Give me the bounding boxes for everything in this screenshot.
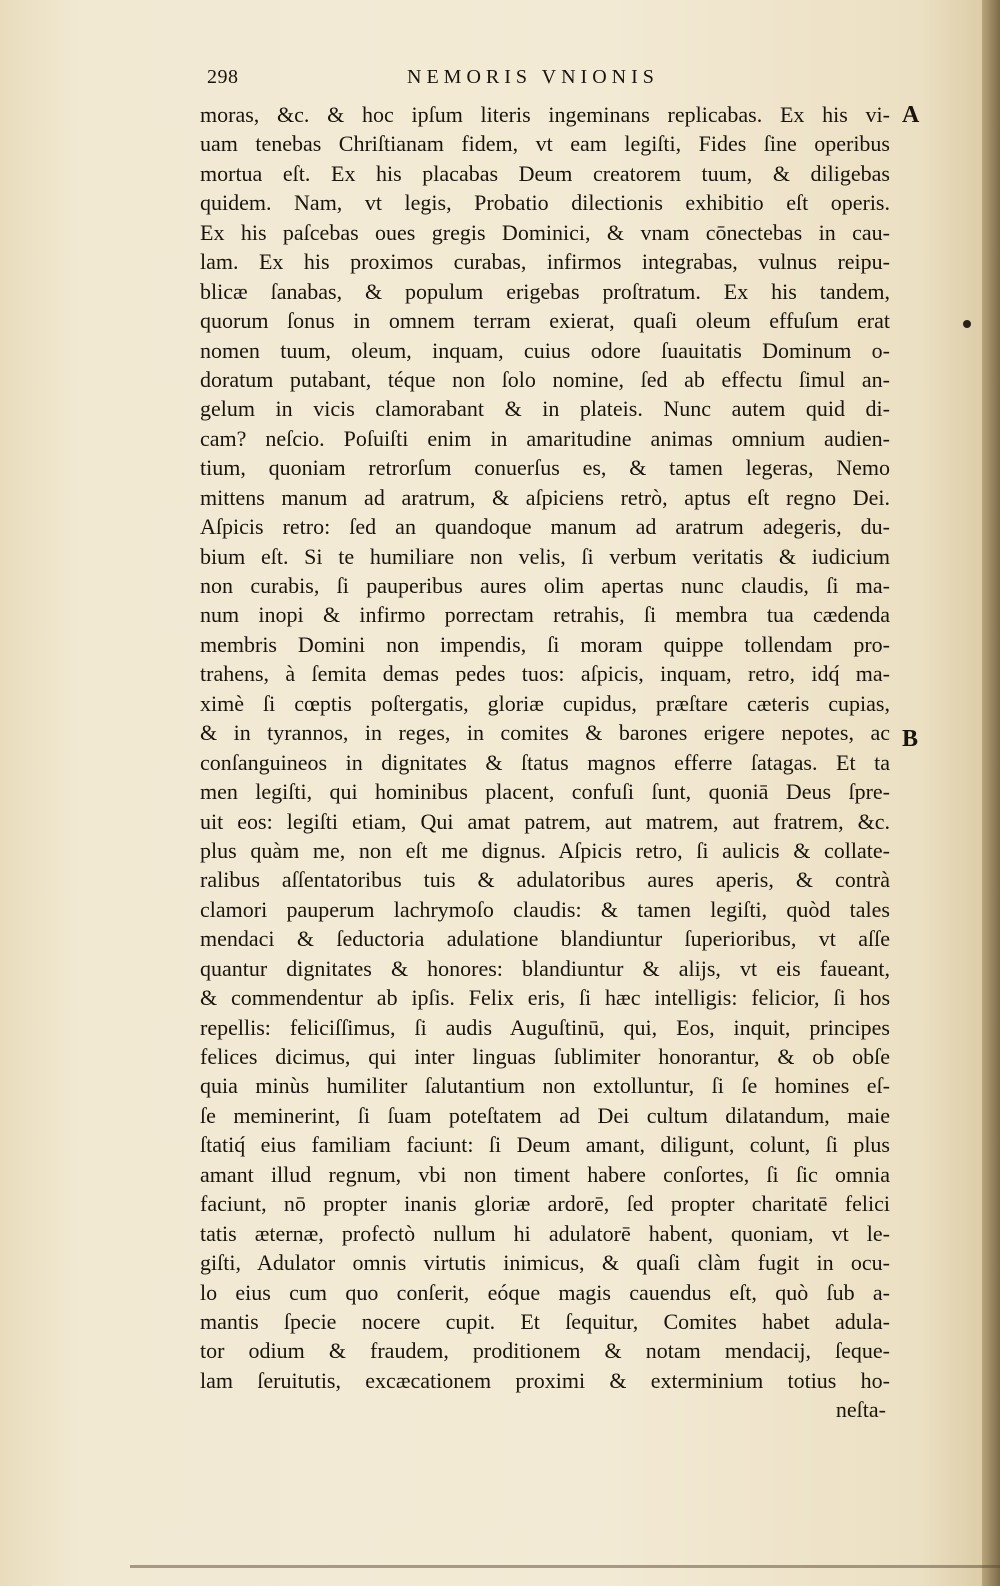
margin-letter-b: B [902, 726, 919, 752]
text-line: clamori pauperum lachrymoſo claudis: & tamen legiſti, quòd tales [200, 896, 890, 922]
text-line: gelum in vicis clamorabant & in plateis. Nunc autem quid di- [200, 396, 890, 422]
text-line: membris Domini non impendis, ſi moram quippe tollendam pro- [200, 631, 890, 657]
text-line: cam? neſcio. Poſuiſti enim in amaritudine animas omnium audien- [200, 425, 890, 451]
text-line: lam. Ex his proximos curabas, infirmos integrabas, vulnus reipu- [200, 249, 890, 275]
text-line: mantis ſpecie nocere cupit. Et ſequitur, Comites habet adula- [200, 1308, 890, 1334]
text-line: plus quàm me, non eſt me dignus. Aſpicis retro, ſi aulicis & collate- [200, 837, 890, 863]
text-line: trahens, à ſemita demas pedes tuos: aſpicis, inquam, retro, idq́ ma- [200, 661, 890, 687]
text-line: giſti, Adulator omnis virtutis inimicus, & quaſi clàm fugit in ocu- [200, 1250, 890, 1276]
text-line: ſe meminerint, ſi ſuam poteſtatem ad Dei cultum dilatandum, maie [200, 1102, 890, 1128]
text-line: tor odium & fraudem, proditionem & notam mendacij, ſeque- [200, 1338, 890, 1364]
text-line: uit eos: legiſti etiam, Qui amat patrem, aut matrem, aut fratrem, &c. [200, 808, 890, 834]
text-line: ſtatiq́ eius familiam faciunt: ſi Deum amant, diligunt, colunt, ſi plus [200, 1132, 890, 1158]
text-line: mittens manum ad aratrum, & aſpiciens retrò, aptus eſt regno Dei. [200, 484, 890, 510]
page-header [207, 66, 887, 90]
ink-dot-mark [963, 320, 971, 328]
text-line: non curabis, ſi pauperibus aures olim apertas nunc claudis, ſi ma- [200, 573, 890, 598]
text-line: mortua eſt. Ex his placabas Deum creatorem tuum, & diligebas [200, 160, 890, 186]
text-line: lam ſeruitutis, excæcationem proximi & exterminium totius ho- [200, 1367, 890, 1393]
text-line: lo eius cum quo conſerit, eóque magis cauendus eſt, quò ſub a- [200, 1279, 890, 1305]
text-line: doratum putabant, téque non ſolo nomine, ſed ab effectu ſimul an- [200, 366, 890, 392]
text-line: repellis: feliciſſimus, ſi audis Auguſtinū, qui, Eos, inquit, principes [200, 1014, 890, 1040]
text-line: uam tenebas Chriſtianam fidem, vt eam legiſti, Fides ſine operibus [200, 131, 890, 157]
text-line: nomen tuum, oleum, inquam, cuius odore ſuauitatis Dominum o- [200, 337, 890, 363]
text-line: & commendentur ab ipſis. Felix eris, ſi hæc intelligis: felicior, ſi hos [200, 985, 890, 1011]
text-line: conſanguineos in dignitates & ſtatus magnos efferre ſatagas. Et ta [200, 749, 890, 775]
text-line: mendaci & ſeductoria adulatione blandiuntur ſuperioribus, vt aſſe [200, 926, 890, 952]
margin-letter-a: A [902, 102, 920, 128]
page-gutter-shadow [982, 0, 1000, 1586]
catchword: neſta- [835, 1397, 886, 1423]
page-number: 298 [207, 66, 239, 88]
text-line: quorum ſonus in omnem terram exierat, quaſi oleum effuſum erat [200, 308, 890, 334]
text-line: faciunt, nō propter inanis gloriæ ardorē, ſed propter charitatē felici [200, 1191, 890, 1217]
text-line: Ex his paſcebas oues gregis Dominici, & vnam cōnectebas in cau- [200, 219, 890, 245]
text-line: moras, &c. & hoc ipſum literis ingeminans replicabas. Ex his vi- [200, 102, 890, 127]
text-line: quia minùs humiliter ſalutantium non extolluntur, ſi ſe homines eſ- [200, 1073, 890, 1099]
text-line: bium eſt. Si te humiliare non velis, ſi verbum veritatis & iudicium [200, 543, 890, 569]
text-line: & in tyrannos, in reges, in comites & barones erigere nepotes, ac [200, 720, 890, 746]
text-line: quidem. Nam, vt legis, Probatio dilectionis exhibitio eſt operis. [200, 190, 890, 216]
text-line: ximè ſi cœptis poſtergatis, gloriæ cupidus, præſtare cæteris cupias, [200, 690, 890, 716]
text-line: amant illud regnum, vbi non timent habere conſortes, ſi ſic omnia [200, 1161, 890, 1187]
text-line: tatis æternæ, profectò nullum hi adulatorē habent, quoniam, vt le- [200, 1220, 890, 1246]
page-bottom-edge [130, 1565, 1000, 1568]
text-line: blicæ ſanabas, & populum erigebas proſtratum. Ex his tandem, [200, 278, 890, 304]
text-line: Aſpicis retro: ſed an quandoque manum ad aratrum adegeris, du- [200, 514, 890, 540]
text-line: men legiſti, qui hominibus placent, confuſi ſunt, quoniā Deus ſpre- [200, 779, 890, 805]
running-title: NEMORIS VNIONIS [407, 66, 659, 88]
text-line: num inopi & infirmo porrectam retrahis, ſi membra tua cædenda [200, 602, 890, 628]
text-line: quantur dignitates & honores: blandiuntur & alijs, vt eis faueant, [200, 955, 890, 981]
text-line: tium, quoniam retrorſum conuerſus es, & tamen legeras, Nemo [200, 455, 890, 481]
text-line: felices dicimus, qui inter linguas ſublimiter honorantur, & ob obſe [200, 1044, 890, 1069]
text-line: ralibus aſſentatoribus tuis & adulatoribus aures aperis, & contrà [200, 867, 890, 893]
body-text [200, 100, 890, 1425]
